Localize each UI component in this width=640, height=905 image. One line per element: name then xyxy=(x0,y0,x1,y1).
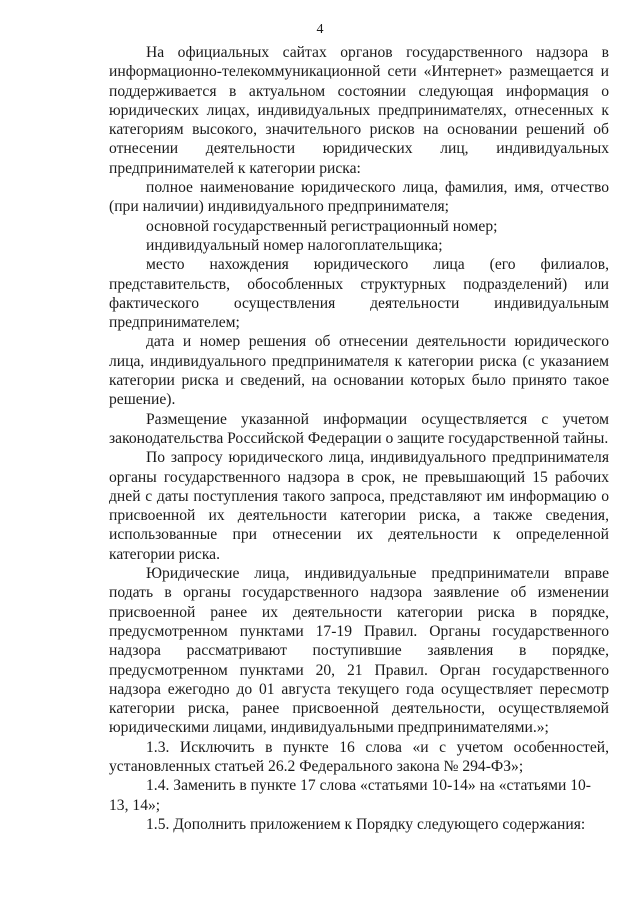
paragraph-ogrn: основной государственный регистрационный номер; xyxy=(146,217,498,235)
paragraph-inn: индивидуальный номер налогоплательщика; xyxy=(146,236,443,254)
paragraph-change-request: Юридические лица, индивидуальные предприниматели вправе подать в органы государственного надзора заявление об изменении присвоенной ранее их деятельности категории риска в порядке, предусмотренном пунктами 17-19 Правил. Органы государственного надзора рассматривают поступившие заявления в порядке, предусмотренном пунктами 20, 21 Правил. Орган государственного надзора ежегодно до 01 августа текущего года осуществляет пересмотр категории риска, ранее присвоенной деятельности, осуществляемой юридическими лицами, индивидуальными предпринимателями.»; xyxy=(109,565,609,737)
paragraph-info-published: На официальных сайтах органов государственного надзора в информационно-телекоммуникационной сети «Интернет» размещается и поддерживается в актуальном состоянии следующая информация о юридических лицах, индивидуальных предпринимателях, отнесенных к категориям высокого, значительного рисков на основании решений об отнесении деятельности юридических лиц, индивидуальных предпринимателей к категории риска: xyxy=(109,44,609,177)
paragraph-full-name: полное наименование юридического лица, фамилия, имя, отчество (при наличии) индивидуального предпринимателя; xyxy=(109,179,609,216)
paragraph-item-1-5: 1.5. Дополнить приложением к Порядку следующего содержания: xyxy=(146,815,586,833)
paragraph-state-secret: Размещение указанной информации осуществляется с учетом законодательства Российской Федерации о защите государственной тайны. xyxy=(109,410,609,447)
paragraph-item-1-4: 1.4. Заменить в пункте 17 слова «статьями 10-14» на «статьями 10-13, 14»; xyxy=(109,777,591,814)
paragraph-item-1-3: 1.3. Исключить в пункте 16 слова «и с учетом особенностей, установленных статьей 26.2 Федерального закона № 294-ФЗ»; xyxy=(109,738,609,775)
paragraph-on-request: По запросу юридического лица, индивидуального предпринимателя органы государственного надзора в срок, не превышающий 15 рабочих дней с даты поступления такого запроса, представляют им информацию о присвоенной их деятельности категории риска, а также сведения, использованные при отнесении их деятельности к определенной категории риска. xyxy=(109,449,609,563)
paragraph-location: место нахождения юридического лица (его филиалов, представительств, обособленных структурных подразделений) или фактического осуществления деятельности индивидуальным предпринимателем; xyxy=(109,256,609,332)
paragraph-decision-date: дата и номер решения об отнесении деятельности юридического лица, индивидуального предпринимателя к категории риска (с указанием категории риска и сведений, на основании которых было принято такое решение). xyxy=(109,333,609,409)
page-number: 4 xyxy=(316,22,324,37)
document-body xyxy=(109,43,609,834)
